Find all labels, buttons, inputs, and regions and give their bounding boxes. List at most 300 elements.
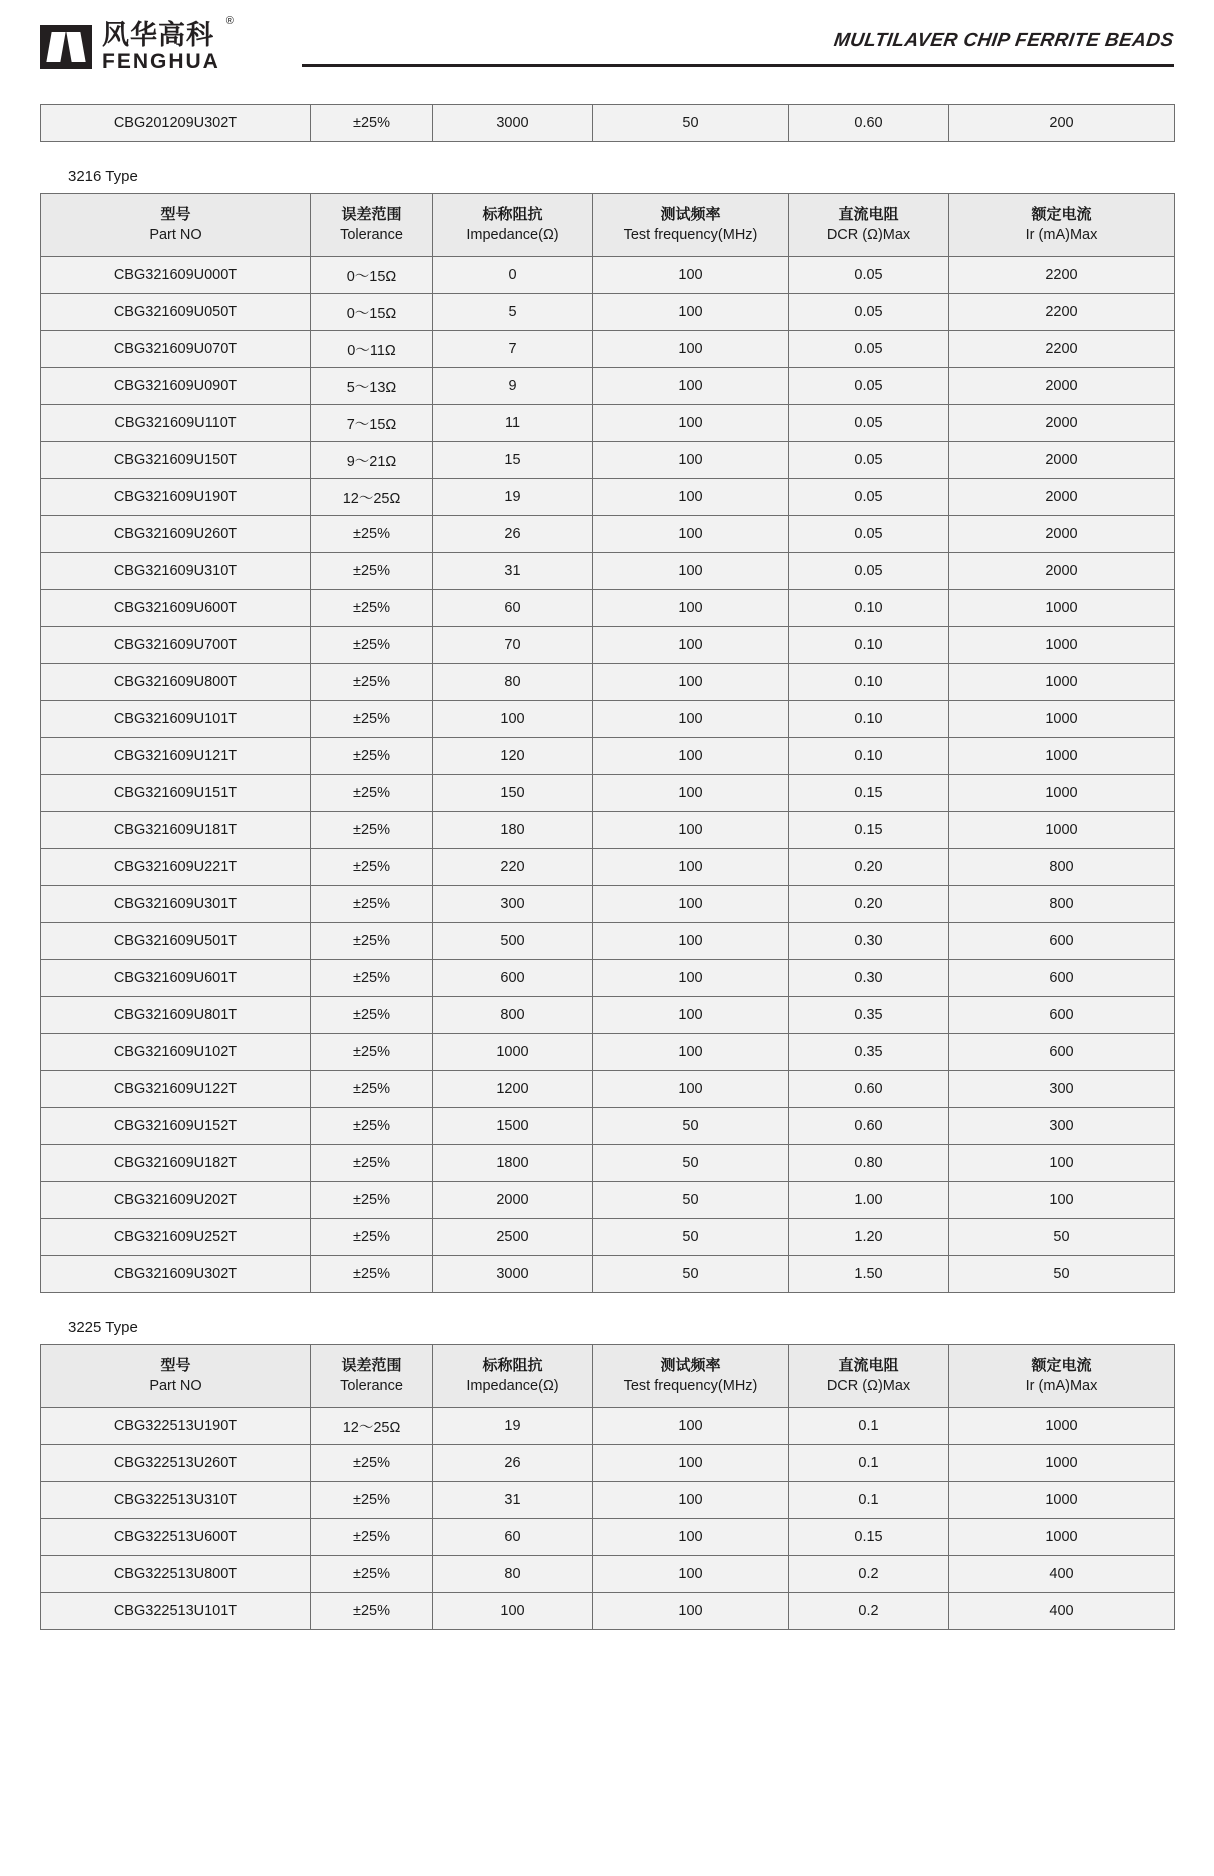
section-label-3216: 3216 Type [68,168,138,185]
logo-wordmark [102,15,234,73]
cell-dcr: 0.15 [789,812,949,849]
header-dcr [789,194,949,257]
header-dcr-en: DCR (Ω)Max [826,227,911,244]
cell-current: 1000 [949,775,1175,812]
header-impedance-cn: 标称阻抗 [482,1356,543,1374]
cell-part-no: CBG321609U301T [41,886,311,923]
cell-tolerance: ±25% [311,516,433,553]
cell-current: 50 [949,1219,1175,1256]
cell-tolerance: 7～15Ω [311,405,433,442]
table-row [41,849,1175,886]
cell-frequency: 100 [593,1519,789,1556]
cell-tolerance: ±25% [311,1108,433,1145]
cell-current: 1000 [949,1445,1175,1482]
table-row [41,701,1175,738]
cell-part-no: CBG321609U150T [41,442,311,479]
cell-frequency: 100 [593,664,789,701]
cell-part-no: CBG321609U181T [41,812,311,849]
header-row [41,194,1175,257]
cell-dcr: 0.10 [789,701,949,738]
header-divider [302,64,1174,67]
header-part-no [41,1345,311,1408]
cell-current: 100 [949,1145,1175,1182]
cell-tolerance: ±25% [311,1071,433,1108]
cell-tolerance: ±25% [311,553,433,590]
cell-impedance: 3000 [433,105,593,142]
cell-tolerance: 0～15Ω [311,257,433,294]
logo-chinese-name: 风华高科 [102,20,214,50]
cell-frequency: 100 [593,294,789,331]
cell-current: 100 [949,1182,1175,1219]
spec-table-3225 [40,1344,1175,1630]
table-row [41,1145,1175,1182]
cell-tolerance: ±25% [311,738,433,775]
spec-table-3216 [40,193,1175,1293]
cell-current: 1000 [949,1519,1175,1556]
cell-part-no: CBG321609U000T [41,257,311,294]
cell-frequency: 100 [593,960,789,997]
cell-part-no: CBG321609U090T [41,368,311,405]
header-impedance-en: Impedance(Ω) [466,227,559,244]
cell-part-no: CBG322513U800T [41,1556,311,1593]
cell-dcr: 0.20 [789,849,949,886]
cell-frequency: 50 [593,1182,789,1219]
cell-frequency: 100 [593,553,789,590]
cell-current: 2000 [949,368,1175,405]
table-row [41,331,1175,368]
header-impedance-en: Impedance(Ω) [466,1378,559,1395]
table-row [41,1256,1175,1293]
cell-tolerance: ±25% [311,1145,433,1182]
cell-part-no: CBG321609U260T [41,516,311,553]
cell-dcr: 0.60 [789,105,949,142]
header-tolerance-cn: 误差范围 [341,1356,402,1374]
cell-part-no: CBG321609U801T [41,997,311,1034]
cell-frequency: 100 [593,1071,789,1108]
table-row [41,1593,1175,1630]
table-row [41,960,1175,997]
cell-current: 50 [949,1256,1175,1293]
cell-current: 1000 [949,664,1175,701]
header-frequency [593,194,789,257]
cell-tolerance: 0～11Ω [311,331,433,368]
header-row [41,1345,1175,1408]
table-header-3216 [41,194,1175,257]
cell-part-no: CBG321609U800T [41,664,311,701]
table-body-3225 [41,1408,1175,1630]
cell-part-no: CBG321609U252T [41,1219,311,1256]
header-part-no-en: Part NO [149,1378,202,1395]
cell-dcr: 0.05 [789,294,949,331]
cell-frequency: 100 [593,886,789,923]
cell-frequency: 100 [593,1408,789,1445]
cell-impedance: 150 [433,775,593,812]
cell-tolerance: ±25% [311,1034,433,1071]
cell-impedance: 26 [433,1445,593,1482]
registered-trademark-icon: ® [225,15,234,27]
cell-tolerance: ±25% [311,1519,433,1556]
cell-impedance: 80 [433,664,593,701]
company-logo [40,15,234,73]
cell-impedance: 80 [433,1556,593,1593]
cell-dcr: 0.05 [789,368,949,405]
cell-part-no: CBG321609U070T [41,331,311,368]
cell-dcr: 1.50 [789,1256,949,1293]
table-row [41,1556,1175,1593]
cell-tolerance: ±25% [311,664,433,701]
cell-current: 1000 [949,701,1175,738]
cell-frequency: 100 [593,997,789,1034]
cell-current: 2000 [949,405,1175,442]
cell-impedance: 9 [433,368,593,405]
page-bottom-space [40,1630,1174,1654]
cell-impedance: 60 [433,1519,593,1556]
cell-dcr: 0.10 [789,590,949,627]
cell-frequency: 100 [593,627,789,664]
cell-current: 2000 [949,553,1175,590]
table-row [41,553,1175,590]
cell-tolerance: 9～21Ω [311,442,433,479]
cell-tolerance: ±25% [311,960,433,997]
cell-frequency: 100 [593,1445,789,1482]
header-impedance [433,194,593,257]
table-row [41,1034,1175,1071]
table-row [41,997,1175,1034]
cell-dcr: 0.80 [789,1145,949,1182]
cell-tolerance: ±25% [311,775,433,812]
cell-impedance: 120 [433,738,593,775]
cell-current: 1000 [949,812,1175,849]
section-label-3225: 3225 Type [68,1319,138,1336]
cell-frequency: 100 [593,701,789,738]
cell-impedance: 1000 [433,1034,593,1071]
table-row [41,1071,1175,1108]
cell-tolerance: ±25% [311,849,433,886]
cell-frequency: 100 [593,1556,789,1593]
cell-frequency: 50 [593,1145,789,1182]
cell-dcr: 0.05 [789,257,949,294]
cell-impedance: 3000 [433,1256,593,1293]
cell-part-no: CBG321609U700T [41,627,311,664]
cell-part-no: CBG321609U050T [41,294,311,331]
cell-part-no: CBG322513U260T [41,1445,311,1482]
table-row [41,775,1175,812]
cell-part-no: CBG321609U152T [41,1108,311,1145]
cell-impedance: 60 [433,590,593,627]
table-row [41,664,1175,701]
cell-part-no: CBG322513U600T [41,1519,311,1556]
cell-impedance: 100 [433,701,593,738]
header-current-cn: 额定电流 [1031,205,1092,223]
cell-dcr: 0.2 [789,1593,949,1630]
cell-impedance: 31 [433,1482,593,1519]
cell-impedance: 15 [433,442,593,479]
cell-frequency: 100 [593,775,789,812]
cell-impedance: 19 [433,479,593,516]
header-current-en: Ir (mA)Max [1025,1378,1098,1395]
cell-current: 800 [949,849,1175,886]
cell-dcr: 0.10 [789,627,949,664]
header-current [949,194,1175,257]
cell-current: 300 [949,1071,1175,1108]
cell-frequency: 100 [593,849,789,886]
table-row [41,294,1175,331]
cell-current: 200 [949,105,1175,142]
header-part-no [41,194,311,257]
cell-frequency: 100 [593,923,789,960]
cell-impedance: 26 [433,516,593,553]
cell-part-no: CBG321609U102T [41,1034,311,1071]
cell-frequency: 100 [593,257,789,294]
cell-impedance: 220 [433,849,593,886]
cell-impedance: 800 [433,997,593,1034]
table-row [41,886,1175,923]
cell-impedance: 31 [433,553,593,590]
cell-part-no: CBG322513U190T [41,1408,311,1445]
cell-frequency: 100 [593,331,789,368]
cell-tolerance: ±25% [311,812,433,849]
cell-tolerance: ±25% [311,701,433,738]
cell-frequency: 100 [593,405,789,442]
cell-dcr: 0.05 [789,516,949,553]
table-row [41,105,1175,142]
cell-impedance: 300 [433,886,593,923]
cell-impedance: 180 [433,812,593,849]
cell-part-no: CBG321609U302T [41,1256,311,1293]
cell-dcr: 0.20 [789,886,949,923]
cell-frequency: 100 [593,1593,789,1630]
cell-dcr: 0.30 [789,960,949,997]
cell-dcr: 0.05 [789,553,949,590]
cell-part-no: CBG321609U101T [41,701,311,738]
table-row [41,627,1175,664]
header-impedance-cn: 标称阻抗 [482,205,543,223]
cell-dcr: 0.10 [789,738,949,775]
table-body-3216 [41,257,1175,1293]
table-row [41,590,1175,627]
page-header [40,0,1174,104]
header-tolerance [311,1345,433,1408]
header-dcr-en: DCR (Ω)Max [826,1378,911,1395]
cell-impedance: 2500 [433,1219,593,1256]
cell-tolerance: 0～15Ω [311,294,433,331]
cell-frequency: 50 [593,1256,789,1293]
cell-part-no: CBG321609U110T [41,405,311,442]
cell-tolerance: ±25% [311,886,433,923]
cell-part-no: CBG321609U190T [41,479,311,516]
cell-current: 400 [949,1593,1175,1630]
cell-current: 2200 [949,331,1175,368]
cell-tolerance: 5～13Ω [311,368,433,405]
cell-tolerance: ±25% [311,1556,433,1593]
cell-tolerance: ±25% [311,997,433,1034]
cell-frequency: 50 [593,1108,789,1145]
header-current-cn: 额定电流 [1031,1356,1092,1374]
cell-dcr: 0.05 [789,442,949,479]
header-tolerance-en: Tolerance [340,1378,403,1395]
cell-current: 600 [949,923,1175,960]
cell-frequency: 100 [593,590,789,627]
cell-part-no: CBG201209U302T [41,105,311,142]
cell-part-no: CBG321609U501T [41,923,311,960]
cell-frequency: 100 [593,1034,789,1071]
cell-frequency: 100 [593,738,789,775]
cell-dcr: 0.35 [789,1034,949,1071]
header-tolerance [311,194,433,257]
cell-impedance: 500 [433,923,593,960]
table-row [41,1519,1175,1556]
table-row [41,516,1175,553]
table-row [41,1445,1175,1482]
cell-current: 600 [949,997,1175,1034]
table-row [41,1182,1175,1219]
cell-part-no: CBG321609U601T [41,960,311,997]
cell-part-no: CBG321609U221T [41,849,311,886]
cell-impedance: 600 [433,960,593,997]
table-row [41,1219,1175,1256]
cell-part-no: CBG321609U151T [41,775,311,812]
cell-tolerance: 12～25Ω [311,1408,433,1445]
cell-current: 2200 [949,257,1175,294]
header-frequency-en: Test frequency(MHz) [623,1378,758,1395]
cell-part-no: CBG322513U101T [41,1593,311,1630]
header-dcr-cn: 直流电阻 [838,205,899,223]
cell-dcr: 1.00 [789,1182,949,1219]
cell-dcr: 0.05 [789,479,949,516]
cell-part-no: CBG321609U122T [41,1071,311,1108]
cell-current: 1000 [949,1482,1175,1519]
table-row [41,479,1175,516]
cell-tolerance: ±25% [311,1256,433,1293]
cell-dcr: 0.05 [789,331,949,368]
continued-spec-table [40,104,1175,142]
header-frequency-cn: 测试频率 [660,1356,721,1374]
cell-current: 800 [949,886,1175,923]
cell-dcr: 0.2 [789,1556,949,1593]
table-row [41,738,1175,775]
cell-tolerance: ±25% [311,1219,433,1256]
header-tolerance-cn: 误差范围 [341,205,402,223]
cell-tolerance: 12～25Ω [311,479,433,516]
table-row [41,923,1175,960]
cell-part-no: CBG321609U182T [41,1145,311,1182]
header-current-en: Ir (mA)Max [1025,227,1098,244]
cell-impedance: 2000 [433,1182,593,1219]
cell-tolerance: ±25% [311,1593,433,1630]
cell-frequency: 100 [593,479,789,516]
cell-tolerance: ±25% [311,1182,433,1219]
header-frequency [593,1345,789,1408]
cell-current: 2200 [949,294,1175,331]
cell-current: 300 [949,1108,1175,1145]
cell-dcr: 0.60 [789,1108,949,1145]
cell-dcr: 0.1 [789,1408,949,1445]
cell-tolerance: ±25% [311,105,433,142]
cell-impedance: 19 [433,1408,593,1445]
cell-frequency: 100 [593,516,789,553]
cell-frequency: 50 [593,105,789,142]
cell-frequency: 100 [593,1482,789,1519]
cell-part-no: CBG321609U310T [41,553,311,590]
fenghua-logo-icon [40,25,92,69]
cell-frequency: 50 [593,1219,789,1256]
cell-dcr: 1.20 [789,1219,949,1256]
table-row [41,1408,1175,1445]
header-dcr [789,1345,949,1408]
cell-tolerance: ±25% [311,627,433,664]
cell-current: 1000 [949,627,1175,664]
page-title: MULTILAVER CHIP FERRITE BEADS [833,30,1176,51]
cell-dcr: 0.60 [789,1071,949,1108]
table-row [41,442,1175,479]
cell-impedance: 1800 [433,1145,593,1182]
cell-current: 600 [949,960,1175,997]
cell-impedance: 0 [433,257,593,294]
cell-current: 2000 [949,479,1175,516]
header-frequency-en: Test frequency(MHz) [623,227,758,244]
cell-impedance: 1500 [433,1108,593,1145]
cell-frequency: 100 [593,442,789,479]
cell-current: 400 [949,1556,1175,1593]
cell-impedance: 1200 [433,1071,593,1108]
cell-part-no: CBG322513U310T [41,1482,311,1519]
header-impedance [433,1345,593,1408]
cell-dcr: 0.05 [789,405,949,442]
cell-tolerance: ±25% [311,923,433,960]
cell-current: 1000 [949,590,1175,627]
cell-impedance: 11 [433,405,593,442]
header-part-no-en: Part NO [149,227,202,244]
cell-dcr: 0.1 [789,1482,949,1519]
cell-impedance: 70 [433,627,593,664]
table-row [41,1482,1175,1519]
header-current [949,1345,1175,1408]
logo-english-name: FENGHUA [102,50,220,73]
cell-tolerance: ±25% [311,1482,433,1519]
table-header-3225 [41,1345,1175,1408]
cell-impedance: 5 [433,294,593,331]
table-row [41,257,1175,294]
cell-dcr: 0.30 [789,923,949,960]
header-dcr-cn: 直流电阻 [838,1356,899,1374]
cell-impedance: 100 [433,1593,593,1630]
table-row [41,812,1175,849]
cell-frequency: 100 [593,368,789,405]
cell-impedance: 7 [433,331,593,368]
table-row [41,405,1175,442]
header-tolerance-en: Tolerance [340,227,403,244]
cell-tolerance: ±25% [311,1445,433,1482]
cell-part-no: CBG321609U202T [41,1182,311,1219]
header-part-no-cn: 型号 [160,1356,191,1374]
cell-current: 2000 [949,516,1175,553]
header-frequency-cn: 测试频率 [660,205,721,223]
cell-dcr: 0.10 [789,664,949,701]
cell-current: 2000 [949,442,1175,479]
cell-frequency: 100 [593,812,789,849]
header-part-no-cn: 型号 [160,205,191,223]
cell-current: 600 [949,1034,1175,1071]
continued-table-body [41,105,1175,142]
cell-part-no: CBG321609U121T [41,738,311,775]
cell-part-no: CBG321609U600T [41,590,311,627]
cell-current: 1000 [949,1408,1175,1445]
cell-dcr: 0.35 [789,997,949,1034]
table-row [41,1108,1175,1145]
cell-current: 1000 [949,738,1175,775]
cell-dcr: 0.15 [789,775,949,812]
cell-dcr: 0.1 [789,1445,949,1482]
